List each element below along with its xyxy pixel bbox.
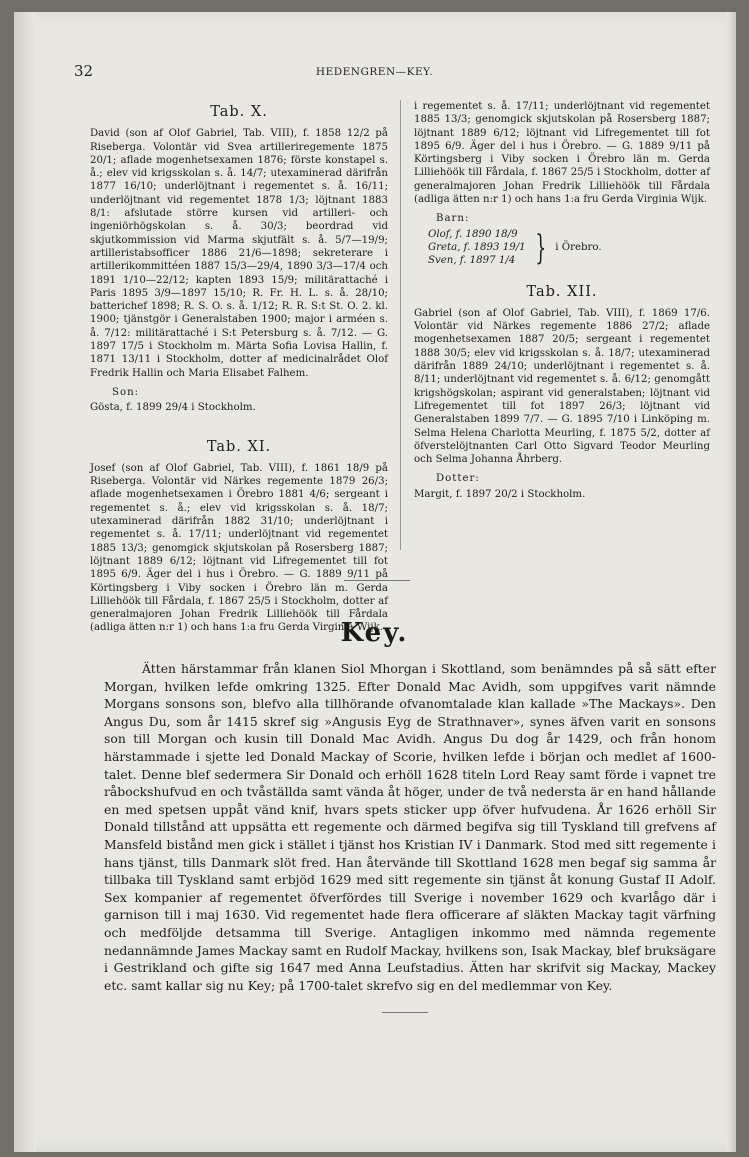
child-olof: Olof, f. 1890 18/9 (428, 228, 518, 240)
right-column (414, 100, 710, 501)
left-column (90, 100, 388, 634)
tab-xi-children-label: Barn: (436, 213, 470, 225)
child-greta: Greta, f. 1893 19/1 (428, 241, 526, 253)
section-rule-top (344, 580, 410, 581)
child-sven: Sven, f. 1897 1/4 (428, 255, 516, 267)
running-head: HEDENGREN—KEY. (315, 66, 434, 78)
tab-x-children-label: Son: (112, 386, 140, 398)
tab-xii-children-label: Dotter: (436, 473, 480, 485)
tab-xi-entry: Josef (son af Olof Gabriel, Tab. VIII), f. 1861 18/9 på Riseberga. Volontär vid Närkes regemente 1879 26/3; aflade mogenhetsexamen i Örebro 1881 4/6; sergeant i regementet s. å.; elev vid krigsskolan s. å. 18/7; utexaminerad därifrån 1882 31/10; underlöjtnant i regementet s. å. 17/11; underlöjtnant vid regementet 1885 13/3; genomgick skjutskolan på Rosersberg 1887; löjtnant 1889 6/12; löjtnant vid Lifregementet till fot 1895 6/9. Äger del i hus i Örebro. — G. 1889 9/11 på Körtingsberg i Viby socken i Örebro län m. Gerda Lilliehöök till Fårdala, f. 1867 25/5 i Stockholm, dotter af generalmajoren Johan Fredrik Lilliehöök till Fårdala (adliga ätten n:r 1) och hans 1:a fru Gerda Virginia Wijk. (90, 462, 388, 634)
key-section-title: Key. (340, 618, 409, 648)
tab-xi-entry-continued: i regementet s. å. 17/11; underlöjtnant vid regementet 1885 13/3; genomgick skjutskolan på Rosersberg 1887; löjtnant 1889 6/12; löjtnant vid Lifregementet till fot 1895 6/9. Äger del i hus i Örebro. — G. 1889 9/11 på Körtingsberg i Viby socken i Örebro län m. Gerda Lilliehöök till Fårdala, f. 1867 25/5 i Stockholm, dotter af generalmajoren Johan Fredrik Lilliehöök till Fårdala (adliga ätten n:r 1) och hans 1:a fru Gerda Virginia Wijk. (414, 101, 710, 206)
page-number: 32 (74, 62, 94, 80)
children-place: i Örebro. (555, 241, 602, 253)
column-divider (400, 100, 401, 550)
section-rule-bottom (382, 1012, 428, 1013)
page-edge (726, 12, 736, 1152)
tab-xii-entry: Gabriel (son af Olof Gabriel, Tab. VIII), f. 1869 17/6. Volontär vid Närkes regemente 1886 27/2; aflade mogenhetsexamen 1887 20/5; sergeant i regementet 1888 30/5; elev vid krigsskolan s. å. 18/7; utexaminerad därifrån 1889 24/10; underlöjtnant i regementet s. å. 8/11; underlöjtnant vid regementet s. å. 6/12; genomgått krigshögskolan; aspirant vid generalstaben; löjtnant vid Lifregementet till fot 1897 26/3; löjtnant vid Generalstaben 1899 7/7. — G. 1895 7/10 i Linköping m. Selma Helena Charlotta Meurling, f. 1875 5/2, dotter af öfverstelöjtnanten Carl Otto Sigvard Teodor Meurling och Selma Johanna Åhrberg. (414, 307, 710, 466)
tab-x-entry: David (son af Olof Gabriel, Tab. VIII), f. 1858 12/2 på Riseberga. Volontär vid Svea artilleriregemente 1875 20/1; aflade mogenhetsexamen 1876; förste konstapel s. å.; elev vid krigsskolan s. å. 14/7; utexaminerad därifrån 1877 16/10; underlöjtnant i regementet s. å. 16/11; underlöjtnant vid regementet 1878 1/3; löjtnant 1883 8/1: afslutade större kursen vid artilleri- och ingeniörhögskolan s. å. 30/3; beordrad vid skjutkommission vid Marma skjutfält s. å. 5/7—19/9; artilleristabsofficer 1886 21/6—1898; sekreterare i artillerikommittéen 1887 15/3—29/4, 1890 3/3—17/4 och 1891 1/10—22/12; kapten 1893 15/9; militärattaché i Paris 1895 3/9—1897 15/10; R. Fr. H. L. s. å. 28/10; batterichef 1898; R. S. O. s. å. 1/12; R. R. S:t St. O. 2. kl. 1900; tjänstgör i Generalstaben 1900; major i arméen s. å. 7/12: militärattaché i S:t Petersburg s. å. 7/12. — G. 1897 17/5 i Stockholm m. Märta Sofia Lovisa Hallin, f. 1871 13/11 i Stockholm, dotter af medicinalrådet Olof Fredrik Hallin och Maria Elisabet Falhem. (90, 128, 388, 379)
children-brace: } (535, 227, 546, 268)
key-section-body (104, 660, 716, 994)
page-gutter (14, 12, 36, 1152)
tab-xi-children (428, 228, 710, 268)
tab-x-heading: Tab. X. (210, 104, 268, 120)
tab-xii-heading: Tab. XII. (526, 283, 598, 300)
tab-xii-child: Margit, f. 1897 20/2 i Stockholm. (414, 488, 586, 500)
key-section-text: Ätten härstammar från klanen Siol Mhorgan i Skottland, som benämndes på så sätt efter Morgan, hvilken lefde omkring 1325. Efter Donald Mac Avidh, som uppgifves varit nämnde Morgans sonsons son, blefvo alla tillhörande ofvanomtalade klan kallade »The Mackays». Den Angus Du, som år 1415 skref sig »Angusis Eyg de Strathnaver», synes äfven varit en sonsons son till Morgan och kusin till Donald Mac Avidh. Angus Du dog år 1429, och från honom härstammade i sjette led Donald Mackay of Scorie, hvilken lefde i början och medlet af 1600-talet. Denne blef sedermera Sir Donald och erhöll 1628 titeln Lord Reay samt förde i vapnet tre råbockshufvud en och tvåställda samt vända åt höger, under de två nedersta är en hand hållande en med spetsen uppåt vänd knif, hvars spets sticker upp öfver hufvudena. År 1626 erhöll Sir Donald tillstånd att uppsätta ett regemente och därmed begifva sig till Tyskland till grefvens af Mansfeld bistånd men gick i stället i tjänst hos Kristian IV i Danmark. Stod med sitt regemente i hans tjänst, tills Danmark slöt fred. Han återvände till Skottland 1628 men begaf sig samma år tillbaka till Tyskland samt erbjöd 1629 med sitt regemente sin tjänst åt konung Gustaf II Adolf. Sex kompanier af regementet öfverfördes till Sverige i november 1629 och kvarlågo där i garnison till i maj 1630. Vid regementet hade flera officerare af släkten Mackay tagit värfning och medföljde detsamma till Sverige. Antagligen inkommo med nämnda regemente nedannämnde James Mackay samt en Rudolf Mackay, hvilkens son, Isak Mackay, blef bruksägare i Gestrikland och gifte sig 1647 med Anna Leufstadius. Ätten har skrifvit sig Mackay, Mackey etc. samt kallar sig nu Key; på 1700-talet skrefvo sig en del medlemmar von Key. (104, 661, 716, 993)
tab-x-child: Gösta, f. 1899 29/4 i Stockholm. (90, 402, 256, 414)
tab-xi-heading: Tab. XI. (206, 438, 272, 455)
